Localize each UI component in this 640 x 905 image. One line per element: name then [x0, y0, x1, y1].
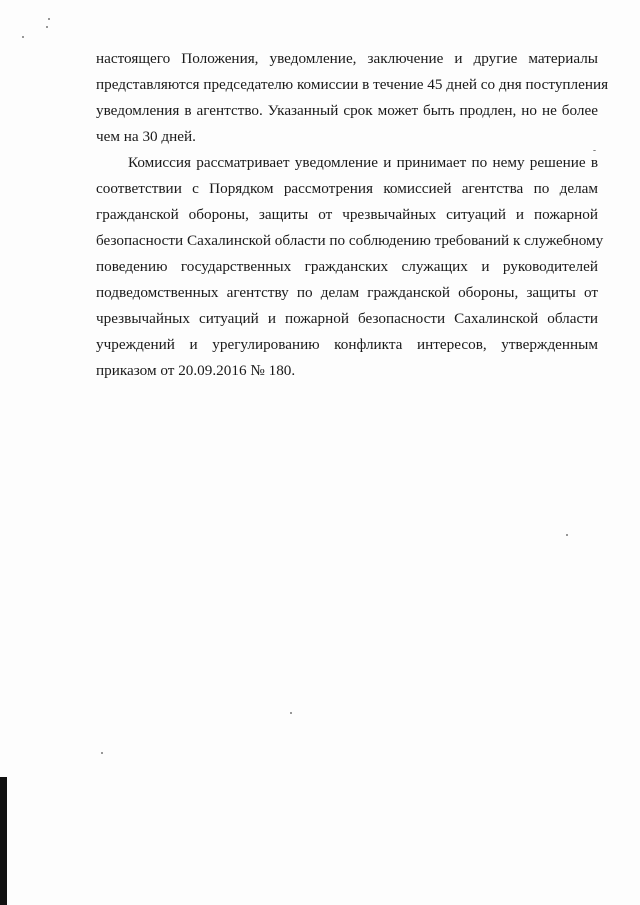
text-line-8: безопасности Сахалинской области по соблюдению требований к служебному — [96, 232, 604, 249]
scan-speck — [46, 26, 48, 28]
text-line-10: подведомственных агентству по делам гражданской обороны, защиты от — [96, 284, 598, 301]
text-line-6: соответствии с Порядком рассмотрения комиссией агентства по делам — [96, 180, 598, 197]
text-line-4: чем на 30 дней. — [96, 128, 196, 145]
text-line-12: учреждений и урегулированию конфликта интересов, утвержденным — [96, 336, 598, 353]
scan-speck — [593, 150, 596, 151]
scan-edge-bar — [0, 777, 7, 905]
scan-speck — [101, 752, 103, 754]
text-line-11: чрезвычайных ситуаций и пожарной безопасности Сахалинской области — [96, 310, 598, 327]
scan-speck — [22, 36, 24, 38]
text-line-1: настоящего Положения, уведомление, заключение и другие материалы — [96, 50, 598, 67]
text-line-9: поведению государственных гражданских служащих и руководителей — [96, 258, 598, 275]
text-line-2: представляются председателю комиссии в течение 45 дней со дня поступления — [96, 76, 609, 93]
text-line-5: Комиссия рассматривает уведомление и принимает по нему решение в — [128, 154, 598, 171]
text-line-3: уведомления в агентство. Указанный срок может быть продлен, но не более — [96, 102, 598, 119]
text-line-13: приказом от 20.09.2016 № 180. — [96, 362, 296, 379]
scan-speck — [290, 712, 292, 714]
text-line-7: гражданской обороны, защиты от чрезвычайных ситуаций и пожарной — [96, 206, 598, 223]
scan-speck — [566, 534, 568, 536]
scan-speck — [48, 18, 50, 20]
